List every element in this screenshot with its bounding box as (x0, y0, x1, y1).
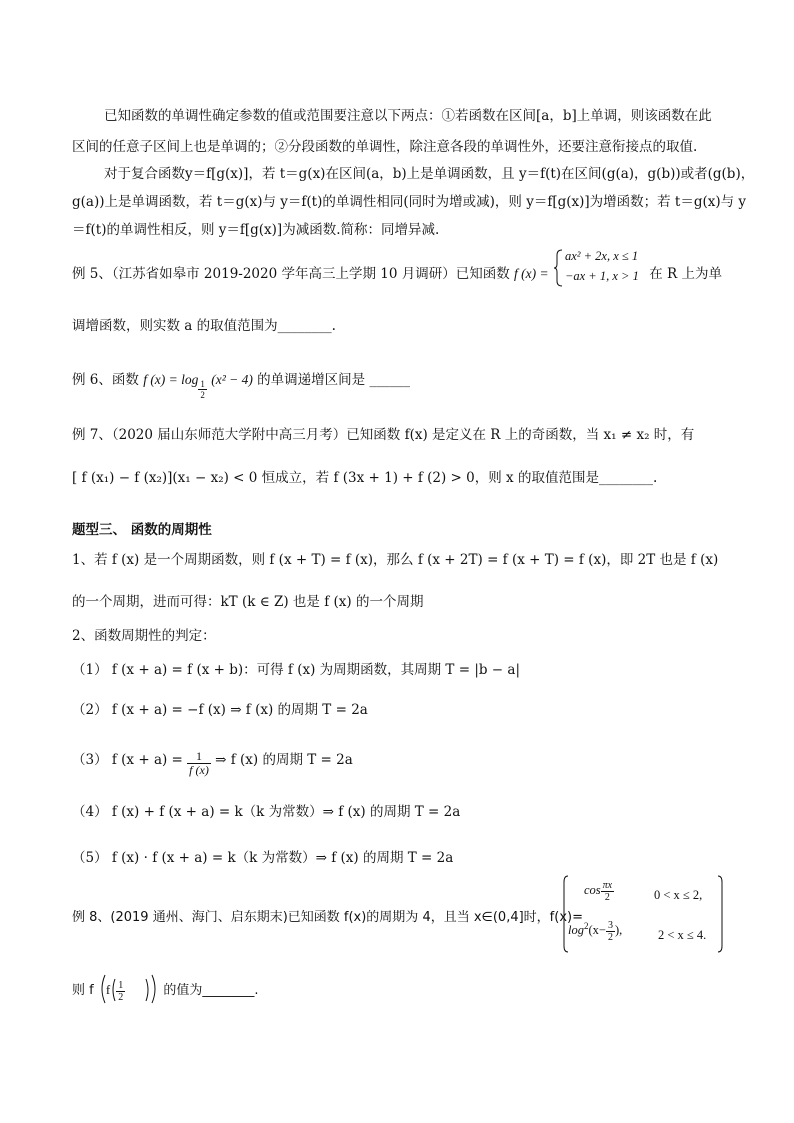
log-base-numerator: 1 (200, 379, 205, 389)
intro-p2-line1: 对于复合函数y＝f[g(x)]，若 t＝g(x)在区间(a，b)上是单调函数，且 y＝f(t)在区间(g(a)，g(b))或者(g(b)， (104, 166, 755, 182)
piecewise-case-2: −ax + 1, x > 1 (564, 268, 639, 283)
rule-4: （4） f (x) + f (x + a) = k（k 为常数）⇒ f (x) 的周期 T = 2a (72, 804, 461, 820)
case-1-condition: 0 < x ≤ 2, (654, 888, 703, 902)
example-8-prefix: 例 8、(2019 通州、海门、启东期末)已知函数 f(x)的周期为 4，且当 x∈(0,4]时，f(x)= (72, 910, 583, 925)
rule-2: （2） f (x + a) = −f (x) ⇒ f (x) 的周期 T = 2a (72, 702, 368, 718)
right-brace-icon (716, 874, 726, 954)
case-1-fraction (601, 880, 614, 903)
log-base-fraction (198, 379, 207, 400)
section-3-title: 题型三、 函数的周期性 (72, 522, 212, 538)
case-2-arg: (x− (588, 923, 606, 937)
section-3-p2: 2、函数周期性的判定： (72, 628, 216, 644)
case-1-numerator: πx (602, 880, 613, 891)
rule-3-post: ⇒ f (x) 的周期 T = 2a (215, 752, 353, 768)
example-5-suffix: 在 R 上为单 (649, 266, 722, 282)
log-base-denominator: 2 (200, 390, 205, 400)
case-2-numerator: 3 (607, 920, 613, 931)
example-8-denominator: 2 (118, 992, 124, 1003)
case-2-denominator: 2 (607, 932, 613, 943)
rule-3-denominator: f (x) (189, 763, 209, 777)
intro-p2-line2: g(a))上是单调函数，若 t＝g(x)与 y＝f(t)的单调性相同(同时为增或减)，则 y＝f[g(x)]为增函数；若 t＝g(x)与 y (72, 194, 747, 210)
case-2-sup: 2 (583, 920, 589, 931)
intro-p2-line3: ＝f(t)的单调性相反，则 y＝f[g(x)]为减函数.简称：同增异减. (72, 222, 440, 238)
example-8 (72, 906, 583, 925)
example-8-case-2 (568, 920, 707, 943)
open-paren-icon (98, 974, 106, 1004)
case-2-func: log (568, 923, 584, 937)
rule-3 (72, 748, 353, 777)
example-6-expr: f (x) = log (143, 372, 199, 387)
example-5-fx: f (x) = (514, 266, 549, 281)
example-8-numerator: 1 (118, 980, 124, 991)
example-6 (72, 368, 410, 400)
rule-3-numerator: 1 (187, 750, 211, 764)
section-3-p1-line2: 的一个周期，进而可得：kT (k ∈ Z) 也是 f (x) 的一个周期 (72, 594, 424, 610)
close-paren-icon (151, 974, 159, 1004)
example-8-case-1 (584, 880, 703, 903)
example-8-l2-pre: 则 f (72, 983, 94, 998)
example-7-line1: 例 7、（2020 届山东师范大学附中高三月考）已知函数 f(x) 是定义在 R 上的奇函数，当 x₁ ≠ x₂ 时，有 (72, 427, 695, 443)
case-1-func: cos (584, 883, 601, 897)
section-3-p1-line1: 1、若 f (x) 是一个周期函数，则 f (x + T) = f (x)，那么 f (x + 2T) = f (x + T) = f (x)，即 2T 也是 f (x) (72, 552, 719, 568)
piecewise-brace (553, 249, 645, 287)
rule-1: （1） f (x + a) = f (x + b)：可得 f (x) 为周期函数，其周期 T = |b − a| (72, 662, 521, 678)
example-8-line2: 则 f f $\frac{1}{2}$ 的值为________. (72, 974, 258, 1004)
rule-3-pre: （3） f (x + a) = (72, 752, 183, 768)
example-6-suffix: 的单调递增区间是 ______ (257, 372, 410, 388)
intro-p1-line1: 已知函数的单调性确定参数的值或范围要注意以下两点：①若函数在区间[a，b]上单调，则该函数在此 (104, 108, 712, 124)
example-6-arg: (x² − 4) (211, 372, 253, 387)
case-1-denominator: 2 (604, 892, 610, 903)
intro-p1-line2: 区间的任意子区间上也是单调的；②分段函数的单调性，除注意各段的单调性外，还要注意衔接点的取值. (72, 139, 698, 155)
case-2-fraction (606, 920, 615, 943)
example-5-line2: 调增函数，则实数 a 的取值范围为________. (72, 318, 336, 334)
example-8-l2-post: 的值为________. (163, 983, 259, 998)
example-6-prefix: 例 6、函数 (72, 372, 139, 388)
piecewise-case-1: ax² + 2x, x ≤ 1 (564, 248, 639, 263)
case-2-close: ), (614, 923, 623, 937)
example-5-prefix: 例 5、（江苏省如皋市 2019-2020 学年高三上学期 10 月调研）已知函数 (72, 266, 510, 282)
rule-3-fraction (187, 750, 211, 777)
rule-5: （5） f (x) · f (x + a) = k（k 为常数）⇒ f (x) 的周期 T = 2a (72, 850, 454, 866)
example-7-line2: [ f (x₁) − f (x₂)](x₁ − x₂) < 0 恒成立，若 f (3x + 1) + f (2) > 0，则 x 的取值范围是________. (72, 470, 658, 486)
example-8-fraction (116, 980, 125, 1003)
curly-brace-icon (553, 249, 563, 287)
example-5 (72, 248, 722, 287)
case-2-condition: 2 < x ≤ 4. (658, 928, 707, 942)
